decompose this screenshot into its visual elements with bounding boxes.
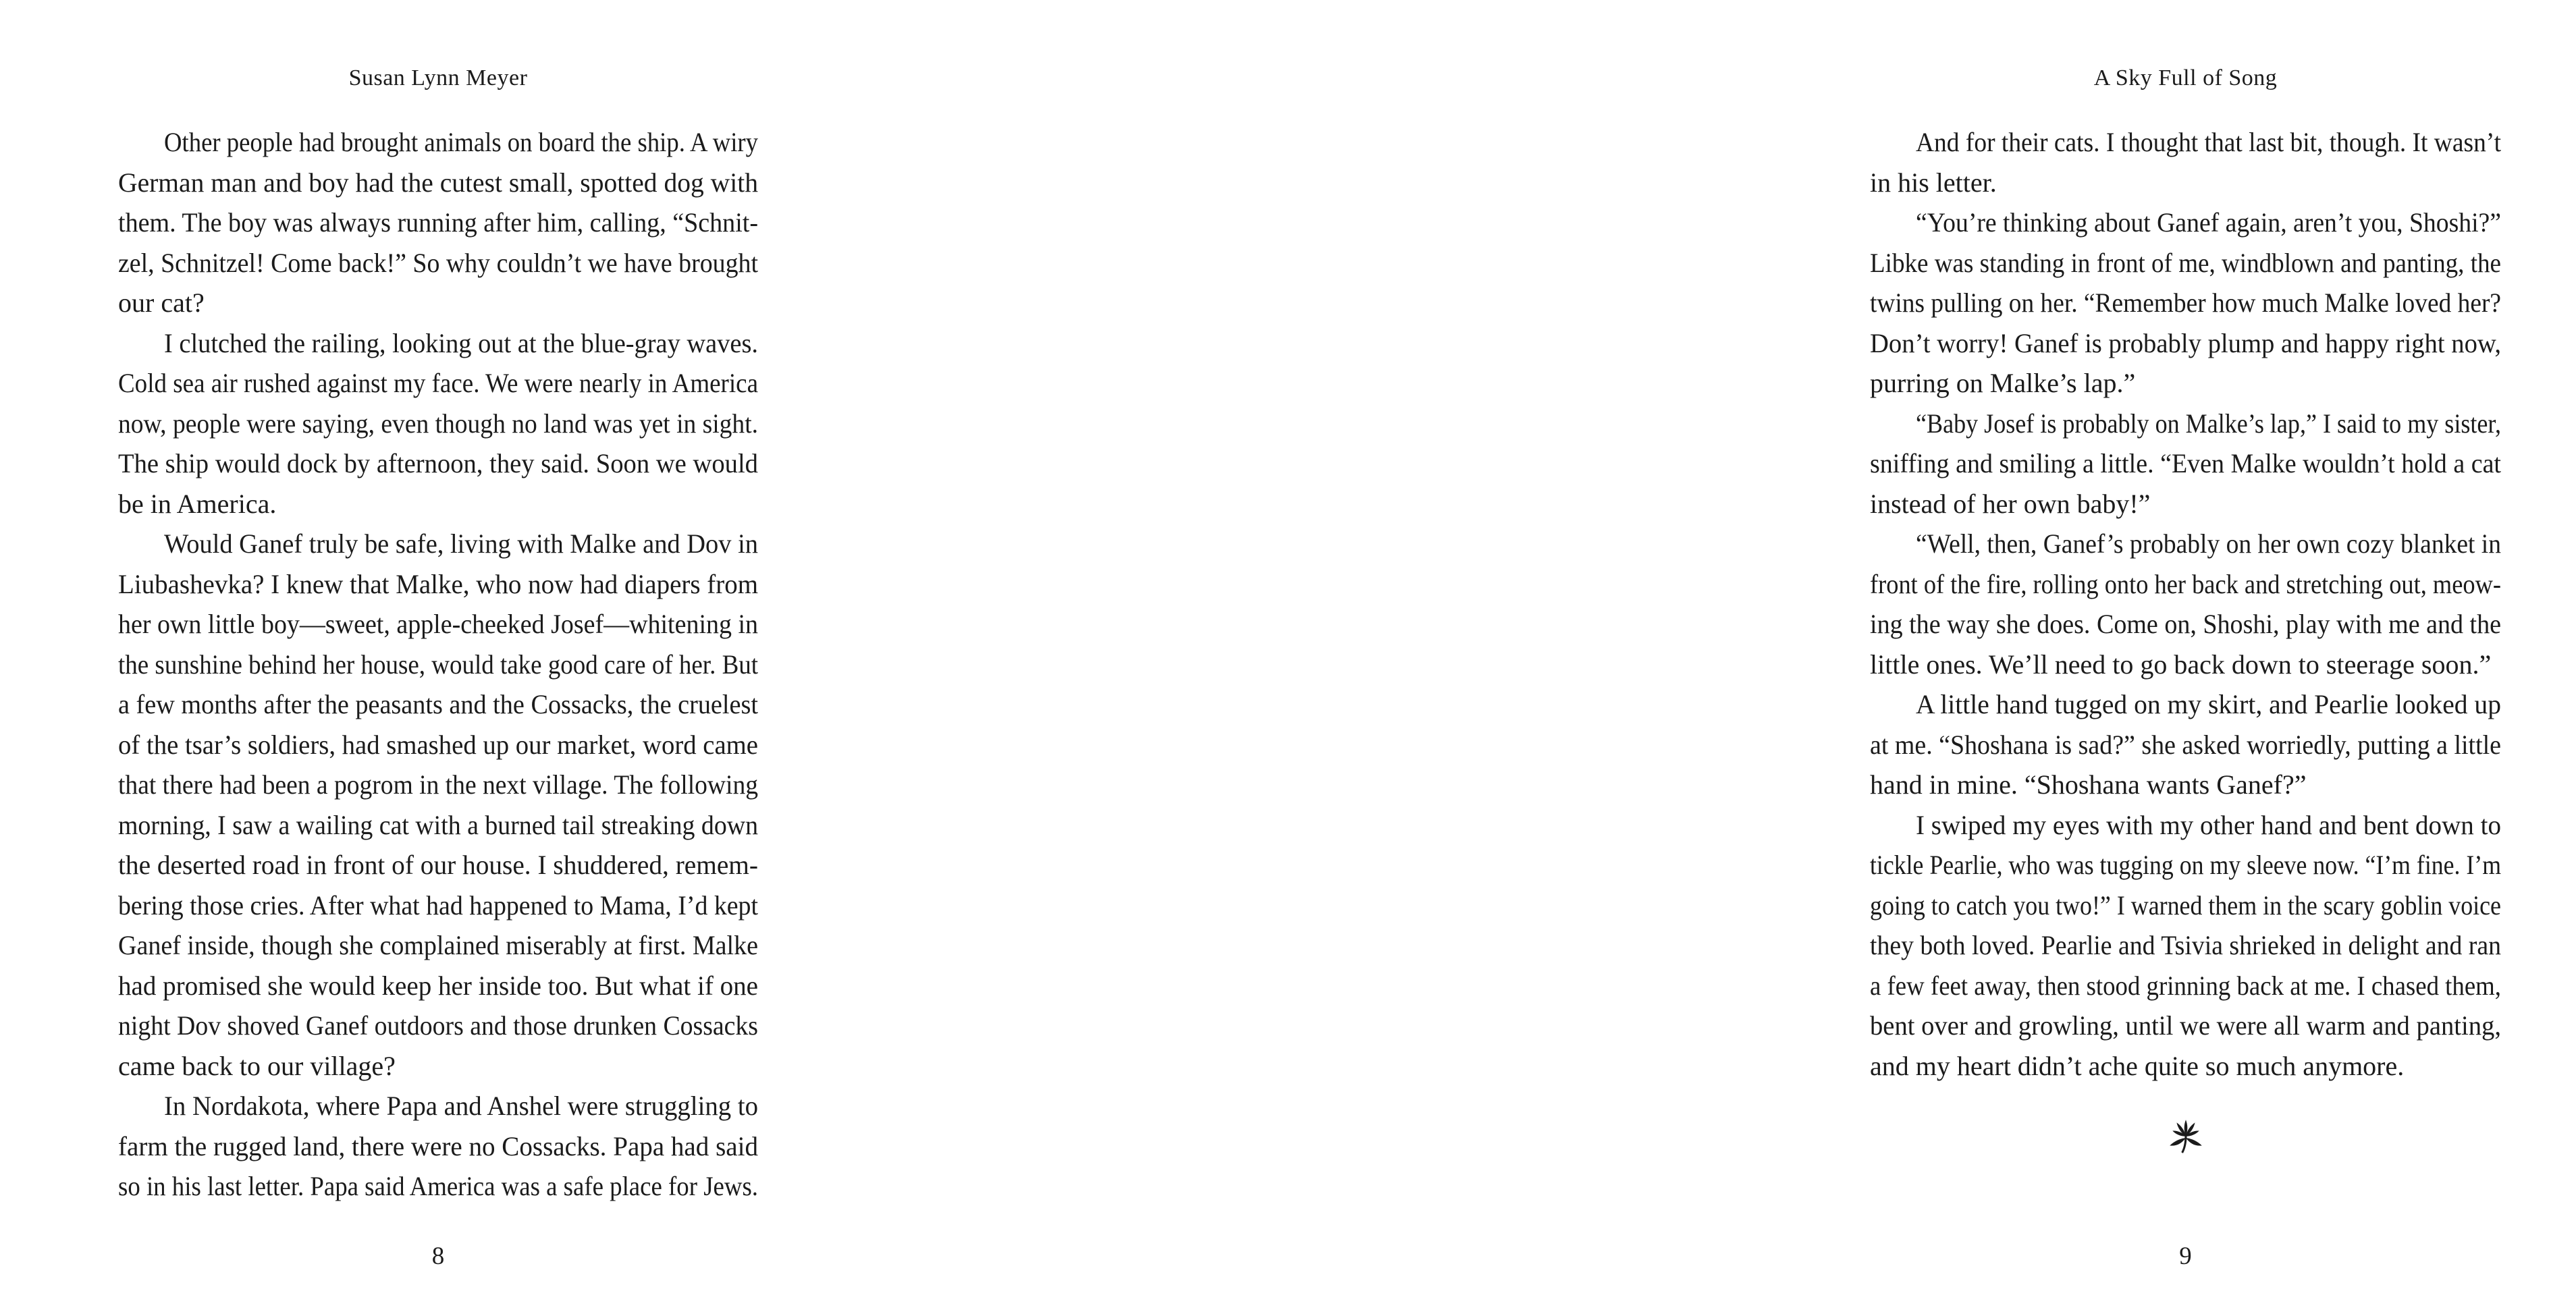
text-line: came back to our village? bbox=[118, 1050, 396, 1081]
text-line: had promised she would keep her inside too. But what if one bbox=[118, 970, 758, 1001]
text-line: hand in mine. “Shoshana wants Ganef?” bbox=[1870, 769, 2307, 800]
text-line: morning, I saw a wailing cat with a burned tail streaking down bbox=[118, 809, 758, 840]
text-line: The ship would dock by afternoon, they said. Soon we would bbox=[118, 448, 758, 478]
text-line: the deserted road in front of our house. I shuddered, remem- bbox=[118, 850, 758, 880]
text-line: Ganef inside, though she complained miserably at first. Malke bbox=[118, 930, 758, 960]
page-number-left: 8 bbox=[431, 1242, 445, 1270]
text-line: now, people were saying, even though no land was yet in sight. bbox=[118, 408, 758, 439]
text-line: sniffing and smiling a little. “Even Malke wouldn’t hold a cat bbox=[1870, 448, 2501, 478]
text-line: Liubashevka? I knew that Malke, who now had diapers from bbox=[118, 568, 758, 599]
page-left bbox=[0, 0, 878, 1316]
text-line: a few months after the peasants and the Cossacks, the cruelest bbox=[118, 689, 758, 719]
text-line: German man and boy had the cutest small, spotted dog with bbox=[118, 167, 758, 198]
text-line: And for their cats. I thought that last bit, though. It wasn’t bbox=[1916, 127, 2501, 157]
text-line: bent over and growling, until we were all warm and panting, bbox=[1870, 1010, 2501, 1041]
text-line: a few feet away, then stood grinning back at me. I chased them, bbox=[1870, 970, 2501, 1001]
page-number-right: 9 bbox=[2179, 1242, 2192, 1270]
section-break bbox=[1870, 1117, 2501, 1159]
text-line: Libke was standing in front of me, windblown and panting, the bbox=[1870, 247, 2501, 278]
text-line: them. The boy was always running after him, calling, “Schnit- bbox=[118, 207, 758, 238]
text-line: the sunshine behind her house, would take good care of her. But bbox=[118, 649, 758, 680]
text-line: twins pulling on her. “Remember how much Malke loved her? bbox=[1870, 287, 2501, 318]
text-line: Don’t worry! Ganef is probably plump and happy right now, bbox=[1870, 327, 2501, 358]
text-line: “You’re thinking about Ganef again, aren’t you, Shoshi?” bbox=[1916, 207, 2501, 238]
text-line: in his letter. bbox=[1870, 167, 1997, 198]
text-line: be in America. bbox=[118, 488, 277, 519]
text-line: In Nordakota, where Papa and Anshel were struggling to bbox=[164, 1091, 758, 1121]
text-line: at me. “Shoshana is sad?” she asked worriedly, putting a little bbox=[1870, 729, 2501, 760]
text-line: little ones. We’ll need to go back down to steerage soon.” bbox=[1870, 649, 2492, 680]
text-line: “Baby Josef is probably on Malke’s lap,” I said to my sister, bbox=[1916, 408, 2501, 439]
text-line: “Well, then, Ganef’s probably on her own cozy blanket in bbox=[1916, 528, 2501, 559]
text-line: they both loved. Pearlie and Tsivia shrieked in delight and ran bbox=[1870, 930, 2501, 960]
page-left-text bbox=[118, 122, 758, 1207]
text-line: that there had been a pogrom in the next village. The following bbox=[118, 769, 758, 800]
running-head-title: A Sky Full of Song bbox=[2093, 65, 2278, 90]
text-line: night Dov shoved Ganef outdoors and those drunken Cossacks bbox=[118, 1010, 758, 1041]
text-line: her own little boy—sweet, apple-cheeked Josef—whitening in bbox=[118, 609, 758, 639]
page-right-text bbox=[1870, 122, 2501, 1086]
fleuron-ornament bbox=[2165, 1117, 2207, 1155]
text-line: and my heart didn’t ache quite so much anymore. bbox=[1870, 1050, 2405, 1081]
text-line: Other people had brought animals on board the ship. A wiry bbox=[164, 127, 758, 157]
running-head-author: Susan Lynn Meyer bbox=[348, 65, 528, 90]
text-line: farm the rugged land, there were no Cossacks. Papa had said bbox=[118, 1130, 758, 1161]
text-line: bering those cries. After what had happened to Mama, I’d kept bbox=[118, 889, 758, 921]
text-line: purring on Malke’s lap.” bbox=[1870, 368, 2136, 398]
text-line: zel, Schnitzel! Come back!” So why couldn’t we have brought bbox=[118, 247, 758, 278]
text-line: I clutched the railing, looking out at the blue-gray waves. bbox=[164, 327, 758, 358]
text-line: instead of her own baby!” bbox=[1870, 488, 2151, 519]
text-line: A little hand tugged on my skirt, and Pearlie looked up bbox=[1916, 689, 2501, 719]
text-line: tickle Pearlie, who was tugging on my sleeve now. “I’m fine. I’m bbox=[1870, 850, 2501, 880]
text-line: Cold sea air rushed against my face. We were nearly in America bbox=[118, 368, 758, 398]
text-line: so in his last letter. Papa said America was a safe place for Jews. bbox=[118, 1171, 758, 1201]
text-line: Would Ganef truly be safe, living with Malke and Dov in bbox=[164, 528, 758, 559]
text-line: going to catch you two!” I warned them in the scary goblin voice bbox=[1870, 889, 2501, 921]
text-line: front of the fire, rolling onto her back and stretching out, meow- bbox=[1870, 568, 2501, 599]
text-line: I swiped my eyes with my other hand and bent down to bbox=[1916, 809, 2501, 840]
text-line: ing the way she does. Come on, Shoshi, play with me and the bbox=[1870, 609, 2501, 639]
text-line: our cat? bbox=[118, 287, 205, 318]
text-line: of the tsar’s soldiers, had smashed up our market, word came bbox=[118, 729, 758, 760]
page-right bbox=[878, 0, 2501, 1316]
